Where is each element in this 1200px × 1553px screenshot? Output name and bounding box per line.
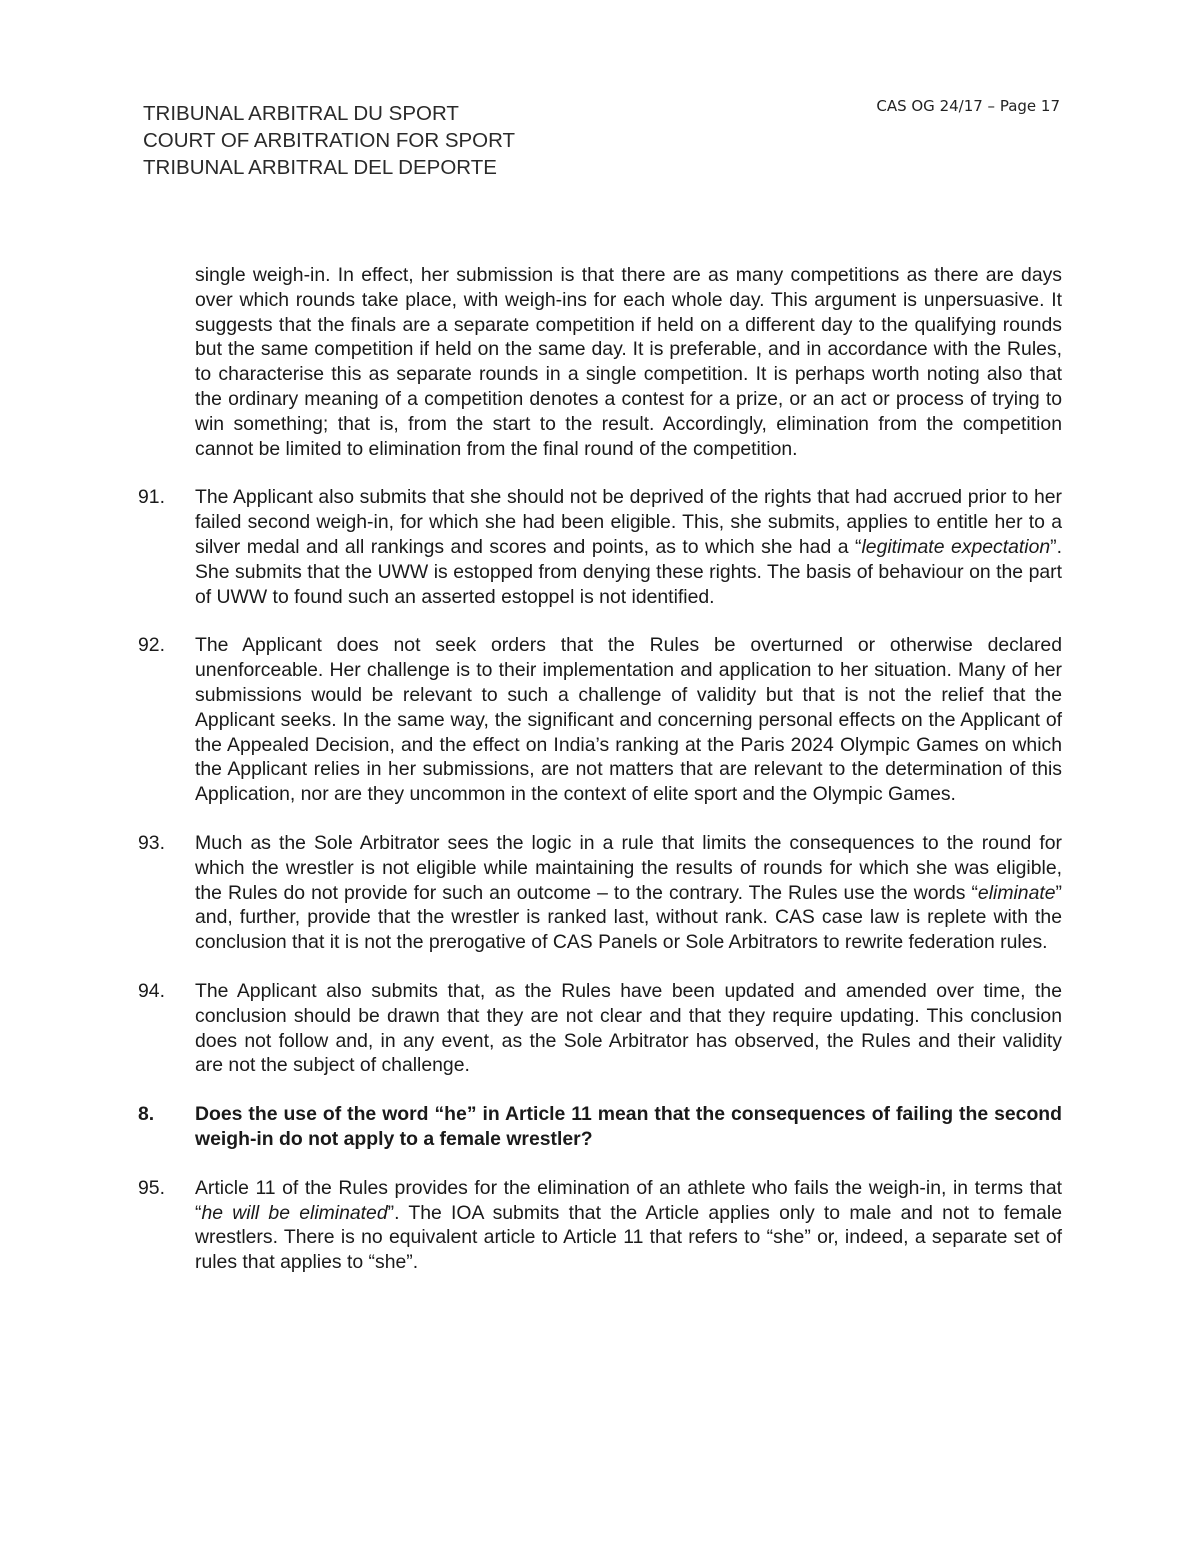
paragraph-number: 93. [138, 831, 165, 854]
paragraph-text [195, 831, 1062, 955]
paragraph-text: The Applicant also submits that, as the Rules have been updated and amended over time, the conclusion should be drawn that they are not clear and that they require updating. This conclusion does not follow and, in any event, as the Sole Arbitrator has observed, the Rules and their validity are not the subject of challenge. [195, 979, 1062, 1077]
paragraph-92 [138, 633, 1062, 807]
section-heading-text: Does the use of the word “he” in Article 11 mean that the consequences of failing the second weigh-in do not apply to a female wrestler? [195, 1103, 1062, 1150]
paragraph-text [195, 485, 1062, 609]
paragraph-number: 95. [138, 1176, 165, 1199]
paragraph-94 [138, 979, 1062, 1078]
text-run: Article 11 of the Rules provides for the elimination of an athlete who fails the weigh-in, in terms that “ [195, 1176, 1062, 1224]
paragraph-text: The Applicant does not seek orders that the Rules be overturned or otherwise declared unenforceable. Her challenge is to their implementation and application to her situation. Many of her submissions would be relevant to such a challenge of validity but that is not the relief that the Applicant seeks. In the same way, the significant and concerning personal effects on the Applicant of the Appealed Decision, and the effect on India’s ranking at the Paris 2024 Olympic Games on which the Applicant relies in her submissions, are not matters that are relevant to the determination of this Application, nor are they uncommon in the context of elite sport and the Olympic Games. [195, 634, 1062, 806]
text-run: The Applicant also submits that she should not be deprived of the rights that had accrued prior to her failed second weigh-in, for which she had been eligible. This, she submits, applies to entitle her to a silver medal and all rankings and scores and points, as to which she had a “ [195, 486, 1062, 558]
text-run: ” and, further, provide that the wrestler is ranked last, without rank. CAS case law is replete with the conclusion that it is not the prerogative of CAS Panels or Sole Arbitrators to rewrite federation rules. [195, 881, 1062, 954]
page-reference: CAS OG 24/17 – Page 17 [876, 97, 1060, 115]
paragraph-number: 92. [138, 634, 165, 657]
paragraph-number-blank [138, 263, 195, 461]
paragraph-91 [138, 485, 1062, 609]
paragraph-number: 91. [138, 486, 165, 509]
text-run: Much as the Sole Arbitrator sees the logic in a rule that limits the consequences to the round for which the wrestler is not eligible while maintaining the results of rounds for which she was eligible, the Rules do not provide for such an outcome – to the contrary. The Rules use the words “ [195, 831, 1062, 904]
paragraph-93 [138, 831, 1062, 955]
text-run: ”. The IOA submits that the Article applies only to male and not to female wrestlers. There is no equivalent article to Article 11 that refers to “she” or, indeed, a separate set of rules that applies to “she”. [195, 1201, 1062, 1274]
paragraph-text: single weigh-in. In effect, her submission is that there are as many competitions as there are days over which rounds take place, with weigh-ins for each whole day. This argument is unpersuasive. It suggests that the finals are a separate competition if held on a different day to the qualifying rounds but the same competition if held on the same day. It is preferable, and in accordance with the Rules, to characterise this as separate rounds in a single competition. It is perhaps worth noting also that the ordinary meaning of a competition denotes a contest for a prize, or an act or process of trying to win something; that is, from the start to the result. Accordingly, elimination from the competition cannot be limited to elimination from the final round of the competition. [195, 264, 1062, 460]
italic-phrase: he will be eliminated [201, 1201, 388, 1224]
section-number: 8. [138, 1103, 155, 1126]
paragraph-number: 94. [138, 979, 165, 1002]
letterhead-line-spanish: TRIBUNAL ARBITRAL DEL DEPORTE [143, 156, 497, 179]
section-heading-8 [138, 1102, 1062, 1152]
text-run: ”. She submits that the UWW is estopped from denying these rights. The basis of behaviour on the part of UWW to found such an asserted estoppel is not identified. [195, 535, 1062, 608]
letterhead [143, 100, 515, 181]
paragraph-95 [138, 1176, 1062, 1275]
letterhead-line-french: TRIBUNAL ARBITRAL DU SPORT [143, 102, 459, 125]
paragraph-continuation [138, 263, 1062, 461]
italic-phrase: legitimate expectation [861, 535, 1051, 558]
letterhead-line-english: COURT OF ARBITRATION FOR SPORT [143, 129, 516, 152]
document-body [138, 263, 1062, 1299]
paragraph-text [195, 1176, 1062, 1275]
italic-phrase: eliminate [977, 881, 1056, 904]
